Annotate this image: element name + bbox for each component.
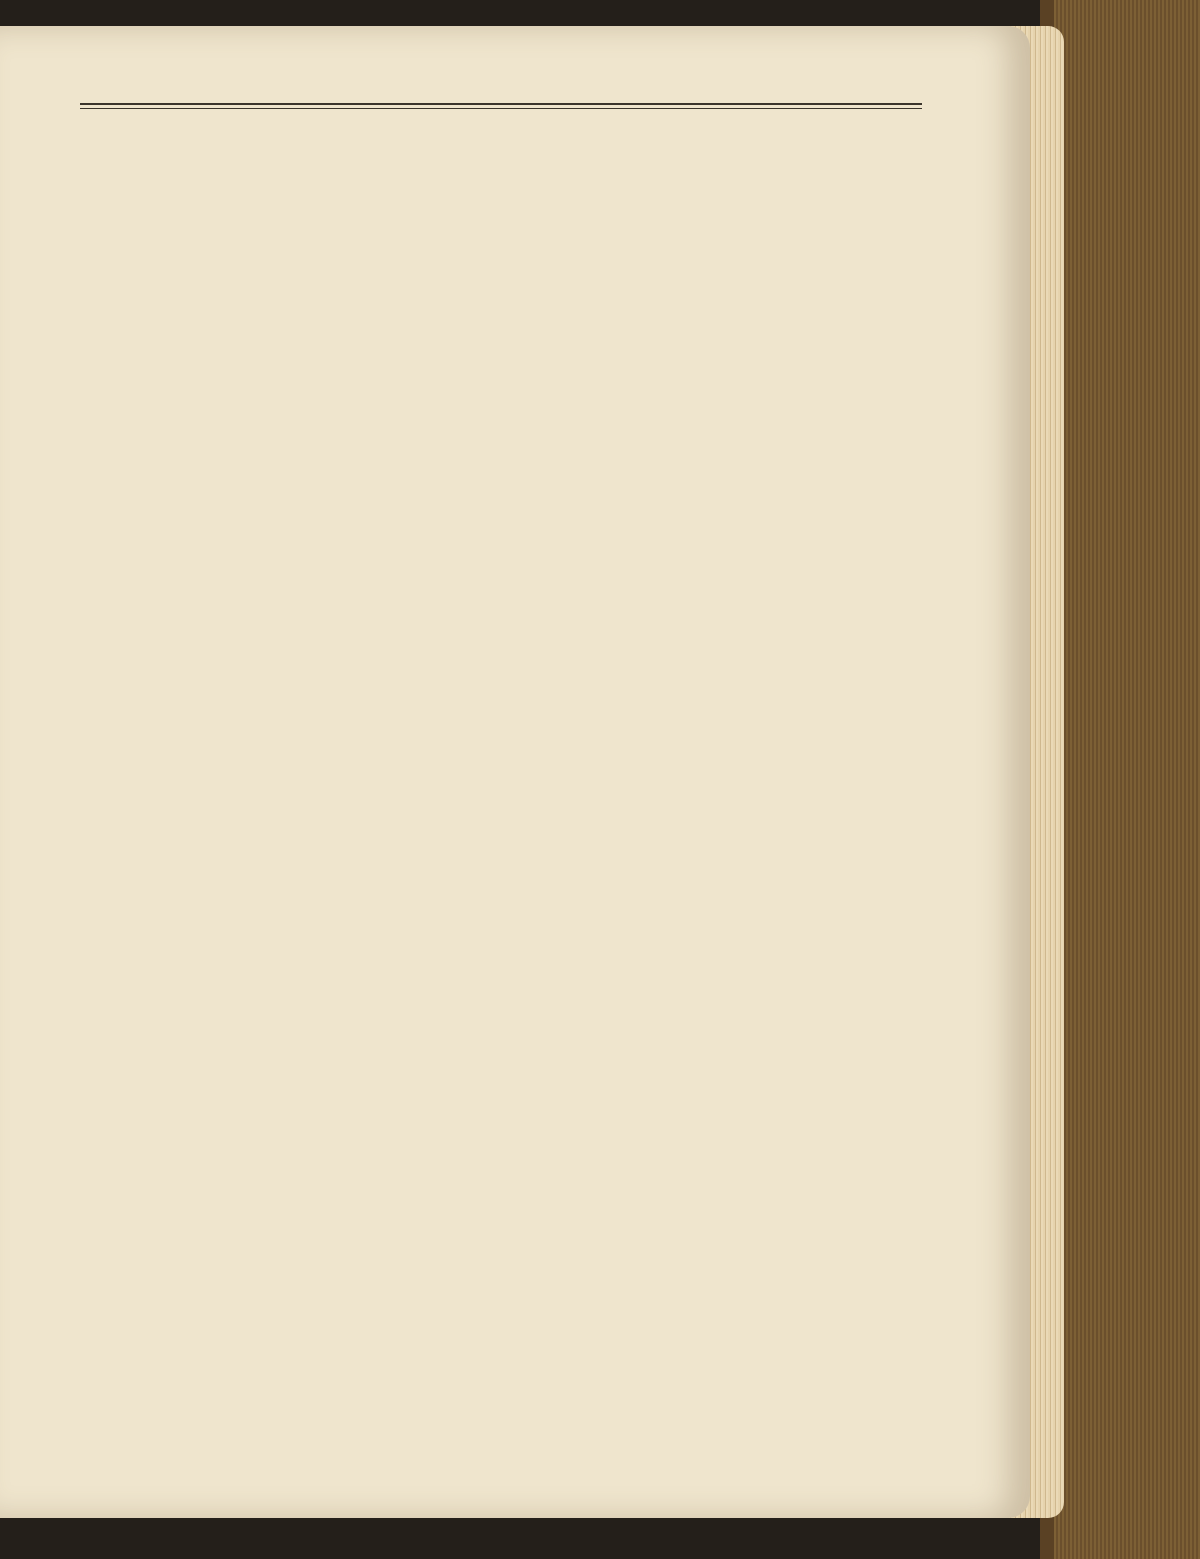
book-cover	[1052, 0, 1200, 1559]
page	[0, 26, 1030, 1518]
header-rule	[80, 103, 922, 105]
running-header	[0, 51, 1030, 91]
header-rule-thin	[80, 108, 922, 109]
